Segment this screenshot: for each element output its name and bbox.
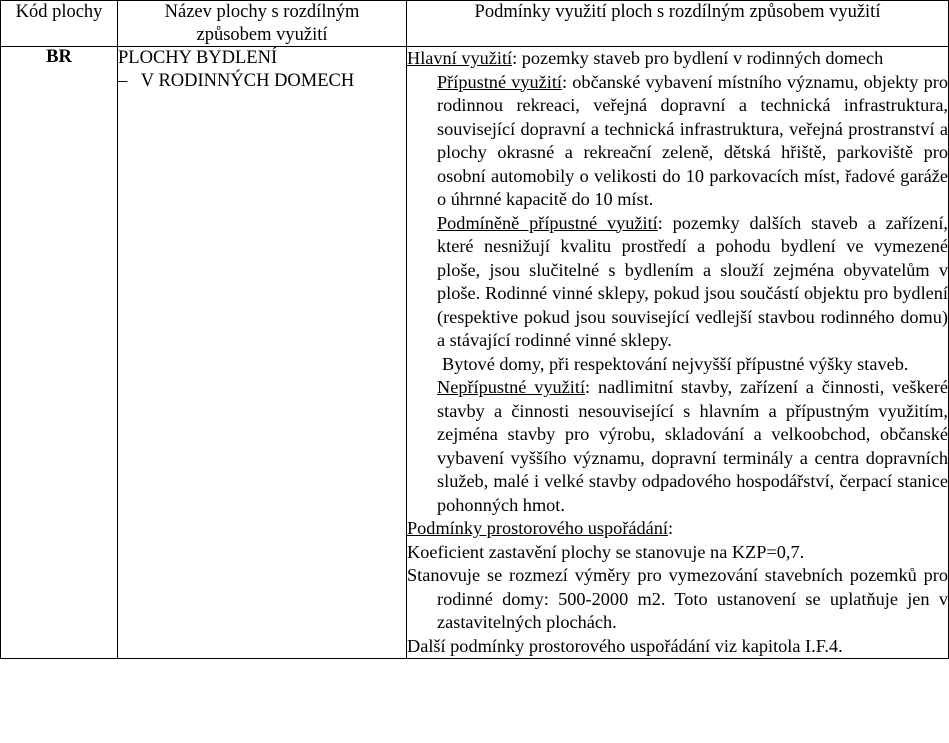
label-main-use: Hlavní využití [407, 48, 513, 69]
cell-area-name [118, 47, 407, 659]
header-conditions-label: Podmínky využití ploch s rozdílným způsobem využití [474, 2, 881, 22]
paragraph-reference: Další podmínky prostorového uspořádání viz kapitola I.F.4. [407, 635, 843, 656]
paragraph-not-permitted-use [407, 376, 948, 517]
paragraph-permitted-use [407, 71, 948, 212]
label-not-permitted-use: Nepřípustné využití [437, 377, 586, 398]
table-header [1, 1, 949, 47]
text-spatial-colon: : [668, 518, 674, 539]
text-conditionally-permitted-use: : pozemky dalších staveb a zařízení, které nesnižují kvalitu prostředí a pohodu bydlení ve vymezené ploše, jsou slučitelné s bydlením a slouží zejména obyvatelům v ploše. Rodinné vinné sklepy, pokud jsou součástí objektu pro bydlení (respektive pokud jsou související vedlejší stavbou rodinného domu) a stávající rodinné vinné sklepy. [437, 212, 948, 351]
paragraph-apartment-buildings [407, 353, 948, 377]
table-body [1, 47, 949, 659]
table-row [1, 47, 949, 659]
text-permitted-use: : občanské vybavení místního významu, objekty pro rodinnou rekreaci, veřejná dopravní a technická infrastruktura, související dopravní a technická infrastruktura, veřejná prostranství a plochy okrasné a rekreační zeleně, dětská hřiště, parkoviště pro osobní automobily o velikosti do 10 parkovacích míst, řadové garáže o úhrnné kapacitě do 10 míst. [437, 71, 948, 210]
cell-conditions [407, 47, 949, 659]
paragraph-main-use [407, 47, 948, 71]
paragraph-spatial-arrangement-heading [407, 517, 948, 541]
header-cell-name [118, 1, 407, 47]
header-cell-code [1, 1, 118, 47]
area-name-line1: PLOCHY BYDLENÍ [118, 48, 278, 69]
paragraph-area-range: Stanovuje se rozmezí výměry pro vymezování stavebních pozemků pro rodinné domy: 500-2000 m2. Toto ustanovení se uplatňuje jen v zastavitelných plochách. [407, 565, 948, 633]
header-name-line2: způsobem využití [196, 24, 328, 45]
paragraph-coefficient: Koeficient zastavění plochy se stanovuje na KZP=0,7. [407, 541, 805, 562]
text-main-use: : pozemky staveb pro bydlení v rodinných domech [512, 48, 884, 69]
header-code-label: Kód plochy [15, 2, 103, 22]
label-spatial-arrangement: Podmínky prostorového uspořádání [407, 518, 668, 539]
text-apartment-buildings: Bytové domy, při respektování nejvyšší přípustné výšky staveb. [442, 353, 909, 374]
label-conditionally-permitted-use: Podmíněně přípustné využití [437, 212, 658, 233]
header-cell-conditions [407, 1, 949, 47]
header-name-line1: Název plochy s rozdílným [164, 2, 360, 22]
cell-area-code: BR [1, 47, 118, 659]
text-not-permitted-use: : nadlimitní stavby, zařízení a činnosti, veškeré stavby a činnosti nesouvisející s hlavním a přípustným využitím, zejména stavby pro výrobu, skladování a velkoobchod, občanské vybavení vyššího významu, dopravní terminály a centra dopravních služeb, malé i velké stavby odpadového hospodářství, čerpací stanice pohonných hmot. [437, 377, 948, 515]
area-name-line2: – V RODINNÝCH DOMECH [118, 71, 355, 92]
table-header-row [1, 1, 949, 47]
paragraph-conditionally-permitted-use [407, 212, 948, 353]
label-permitted-use: Přípustné využití [437, 71, 563, 92]
